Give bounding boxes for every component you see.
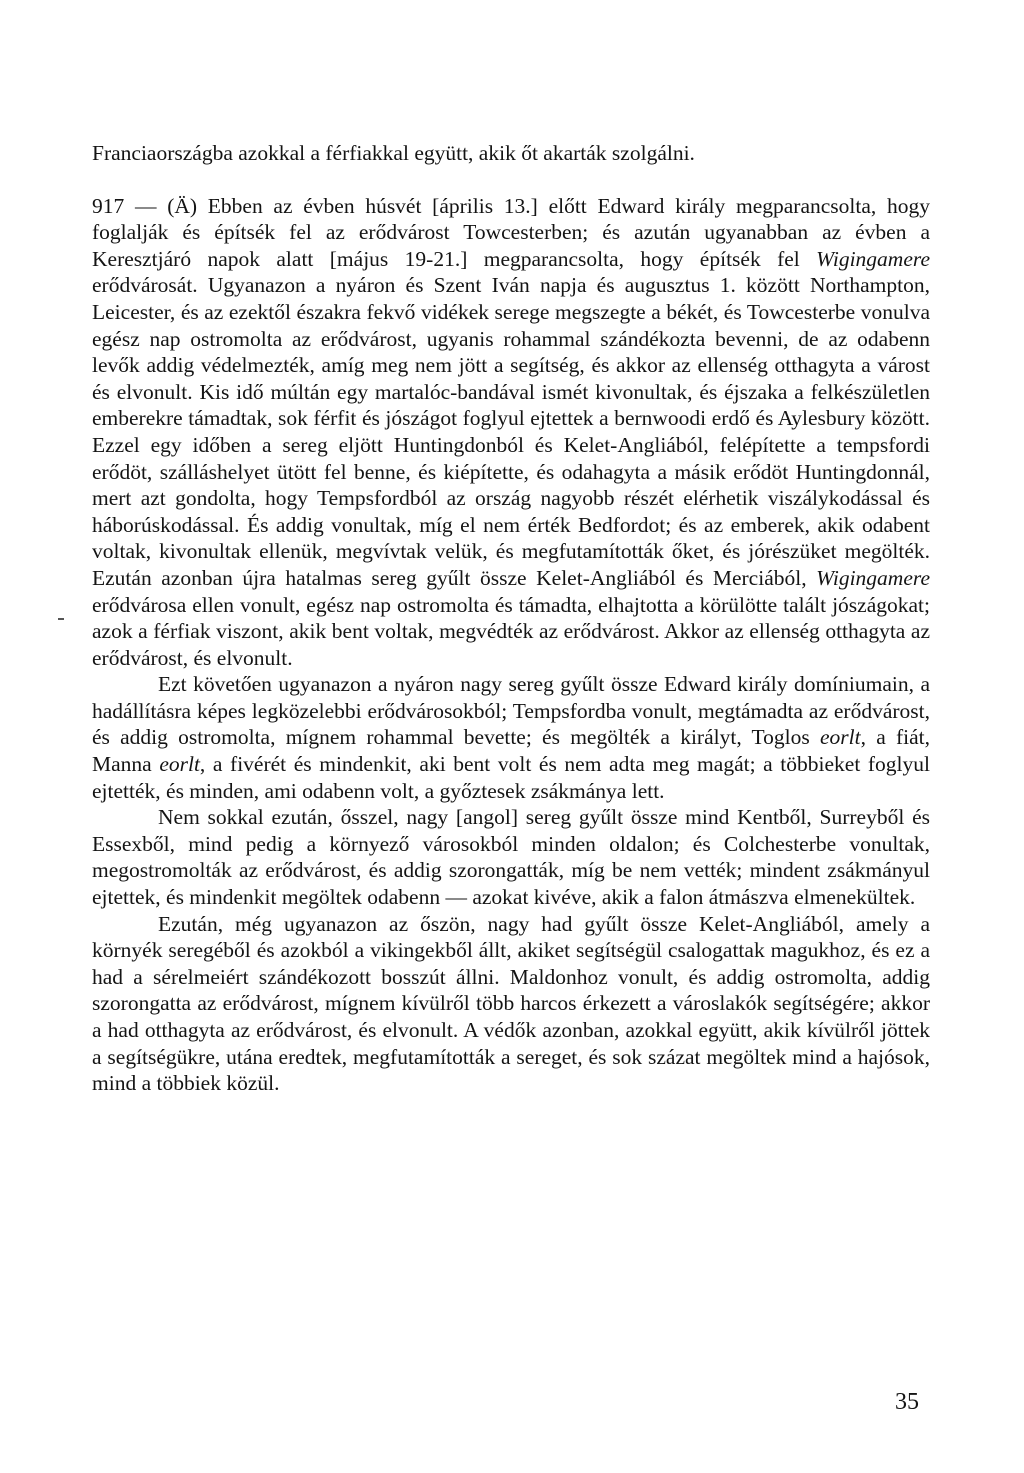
body-text xyxy=(92,140,930,1097)
paragraph-intro-line xyxy=(92,140,930,167)
paragraph-917 xyxy=(92,193,930,672)
text-segment: erődvárosát. Ugyanazon a nyáron és Szent Iván napja és augusztus 1. között Northampton, Leicester, és az ezektől északra fekvő vidékek serege megszegte a békét, és Towcesterbe vonulva egész nap ostromolta az erődvárost, ugyanis rohammal szándékozta bevenni, de az odabenn levők addig védelmezték, amíg meg nem jött a segítség, és akkor az ellenség otthagyta a várost és elvonult. Kis idő múltán egy martalóc-bandával ismét kivonultak, és éjszaka a felkészületlen emberekre támadtak, sok férfit és jószágot foglyul ejtettek a bernwoodi erdő és Aylesbury között. Ezzel egy időben a sereg eljött Huntingdonból és Kelet-Angliából, felépítette a tempsfordi erődöt, szálláshelyet ütött fel benne, és kiépítette, és odahagyta a másik erődöt Huntingdonnál, mert azt gondolta, hogy Tempsfordból az ország nagyobb részét elérhetik viszálykodással és háborúskodással. És addig vonultak, míg el nem érték Bedfordot; és az emberek, akik odabent voltak, kivonultak ellenük, megvívtak velük, és megfutamították őket, és jórészüket megölték. Ezután azonban újra hatalmas sereg gyűlt össze Kelet-Angliából és Merciából, xyxy=(92,273,930,590)
text-segment: , a fivérét és mindenkit, aki bent volt és nem adta meg magát; a többieket foglyul ejtették, és minden, ami odabenn volt, a győztesek zsákmánya lett. xyxy=(92,752,931,803)
title-italic: eorlt xyxy=(159,752,200,777)
place-name-italic: Wigingamere xyxy=(816,565,930,590)
margin-mark xyxy=(58,618,64,620)
text-segment: erődvárosa ellen vonult, egész nap ostromolta és támadta, elhajtotta a körülötte talált jószágokat; azok a férfiak viszont, akik bent voltak, megvédték az erődvárost. Akkor az ellenség otthagyta az erődvárost, és elvonult. xyxy=(92,592,930,670)
title-italic: eorlt xyxy=(819,725,861,750)
page-number: 35 xyxy=(895,1389,919,1415)
text-segment: 917 — (Ä) Ebben az évben húsvét [április 13.] előtt Edward király megparancsolta, hogy foglalják és építsék fel az erődvárost Towcesterben; és azután ugyanabban az évben a Keresztjáró napok alatt [május 19-21.] megparancsolta, hogy építsék fel xyxy=(92,193,930,271)
text-segment: Ezt követően ugyanazon a nyáron nagy sereg gyűlt össze Edward király domíniumain, a hadállításra képes legközelebbi erődvárosokból; Tempsfordba vonult, megtámadta az erődvárost, és addig ostromolta, mígnem rohammal bevette; és megölték a királyt, Toglos xyxy=(92,672,930,750)
paragraph-tempsford xyxy=(92,671,930,804)
text-segment: Ezután, még ugyanazon az őszön, nagy had gyűlt össze Kelet-Angliából, amely a környék seregéből és azokból a vikingekből állt, akiket segítségül csalogattak magukhoz, és ez a had a sérelmeiért szándékozott bosszút állni. Maldonhoz vonult, és addig ostromolta, addig szorongatta az erődvárost, mígnem kívülről több harcos érkezett a városlakók segítségére; akkor a had otthagyta az erődvárost, és elvonult. A védők azonban, azokkal együtt, akik kívülről jöttek a segítségükre, utána eredtek, megfutamították a sereget, és sok százat megöltek mind a hajósok, mind a többiek közül. xyxy=(92,911,930,1096)
text-segment: Franciaországba azokkal a férfiakkal együtt, akik őt akarták szolgálni. xyxy=(92,141,695,165)
place-name-italic: Wigingamere xyxy=(816,246,930,271)
text-segment: Nem sokkal ezután, ősszel, nagy [angol] sereg gyűlt össze mind Kentből, Surreyből és Essexből, mind pedig a környező városokból minden oldalon; és Colchesterbe vonultak, megostromolták az erődvárost, és addig szorongatták, míg be nem vették; mindent zsákmányul ejtettek, és mindenkit megöltek odabenn — azokat kivéve, akik a falon átmászva elmenekültek. xyxy=(92,805,930,910)
paragraph-colchester xyxy=(92,804,930,910)
text-segment: , a fiát, Manna xyxy=(92,725,930,777)
paragraph-maldon xyxy=(92,911,930,1097)
